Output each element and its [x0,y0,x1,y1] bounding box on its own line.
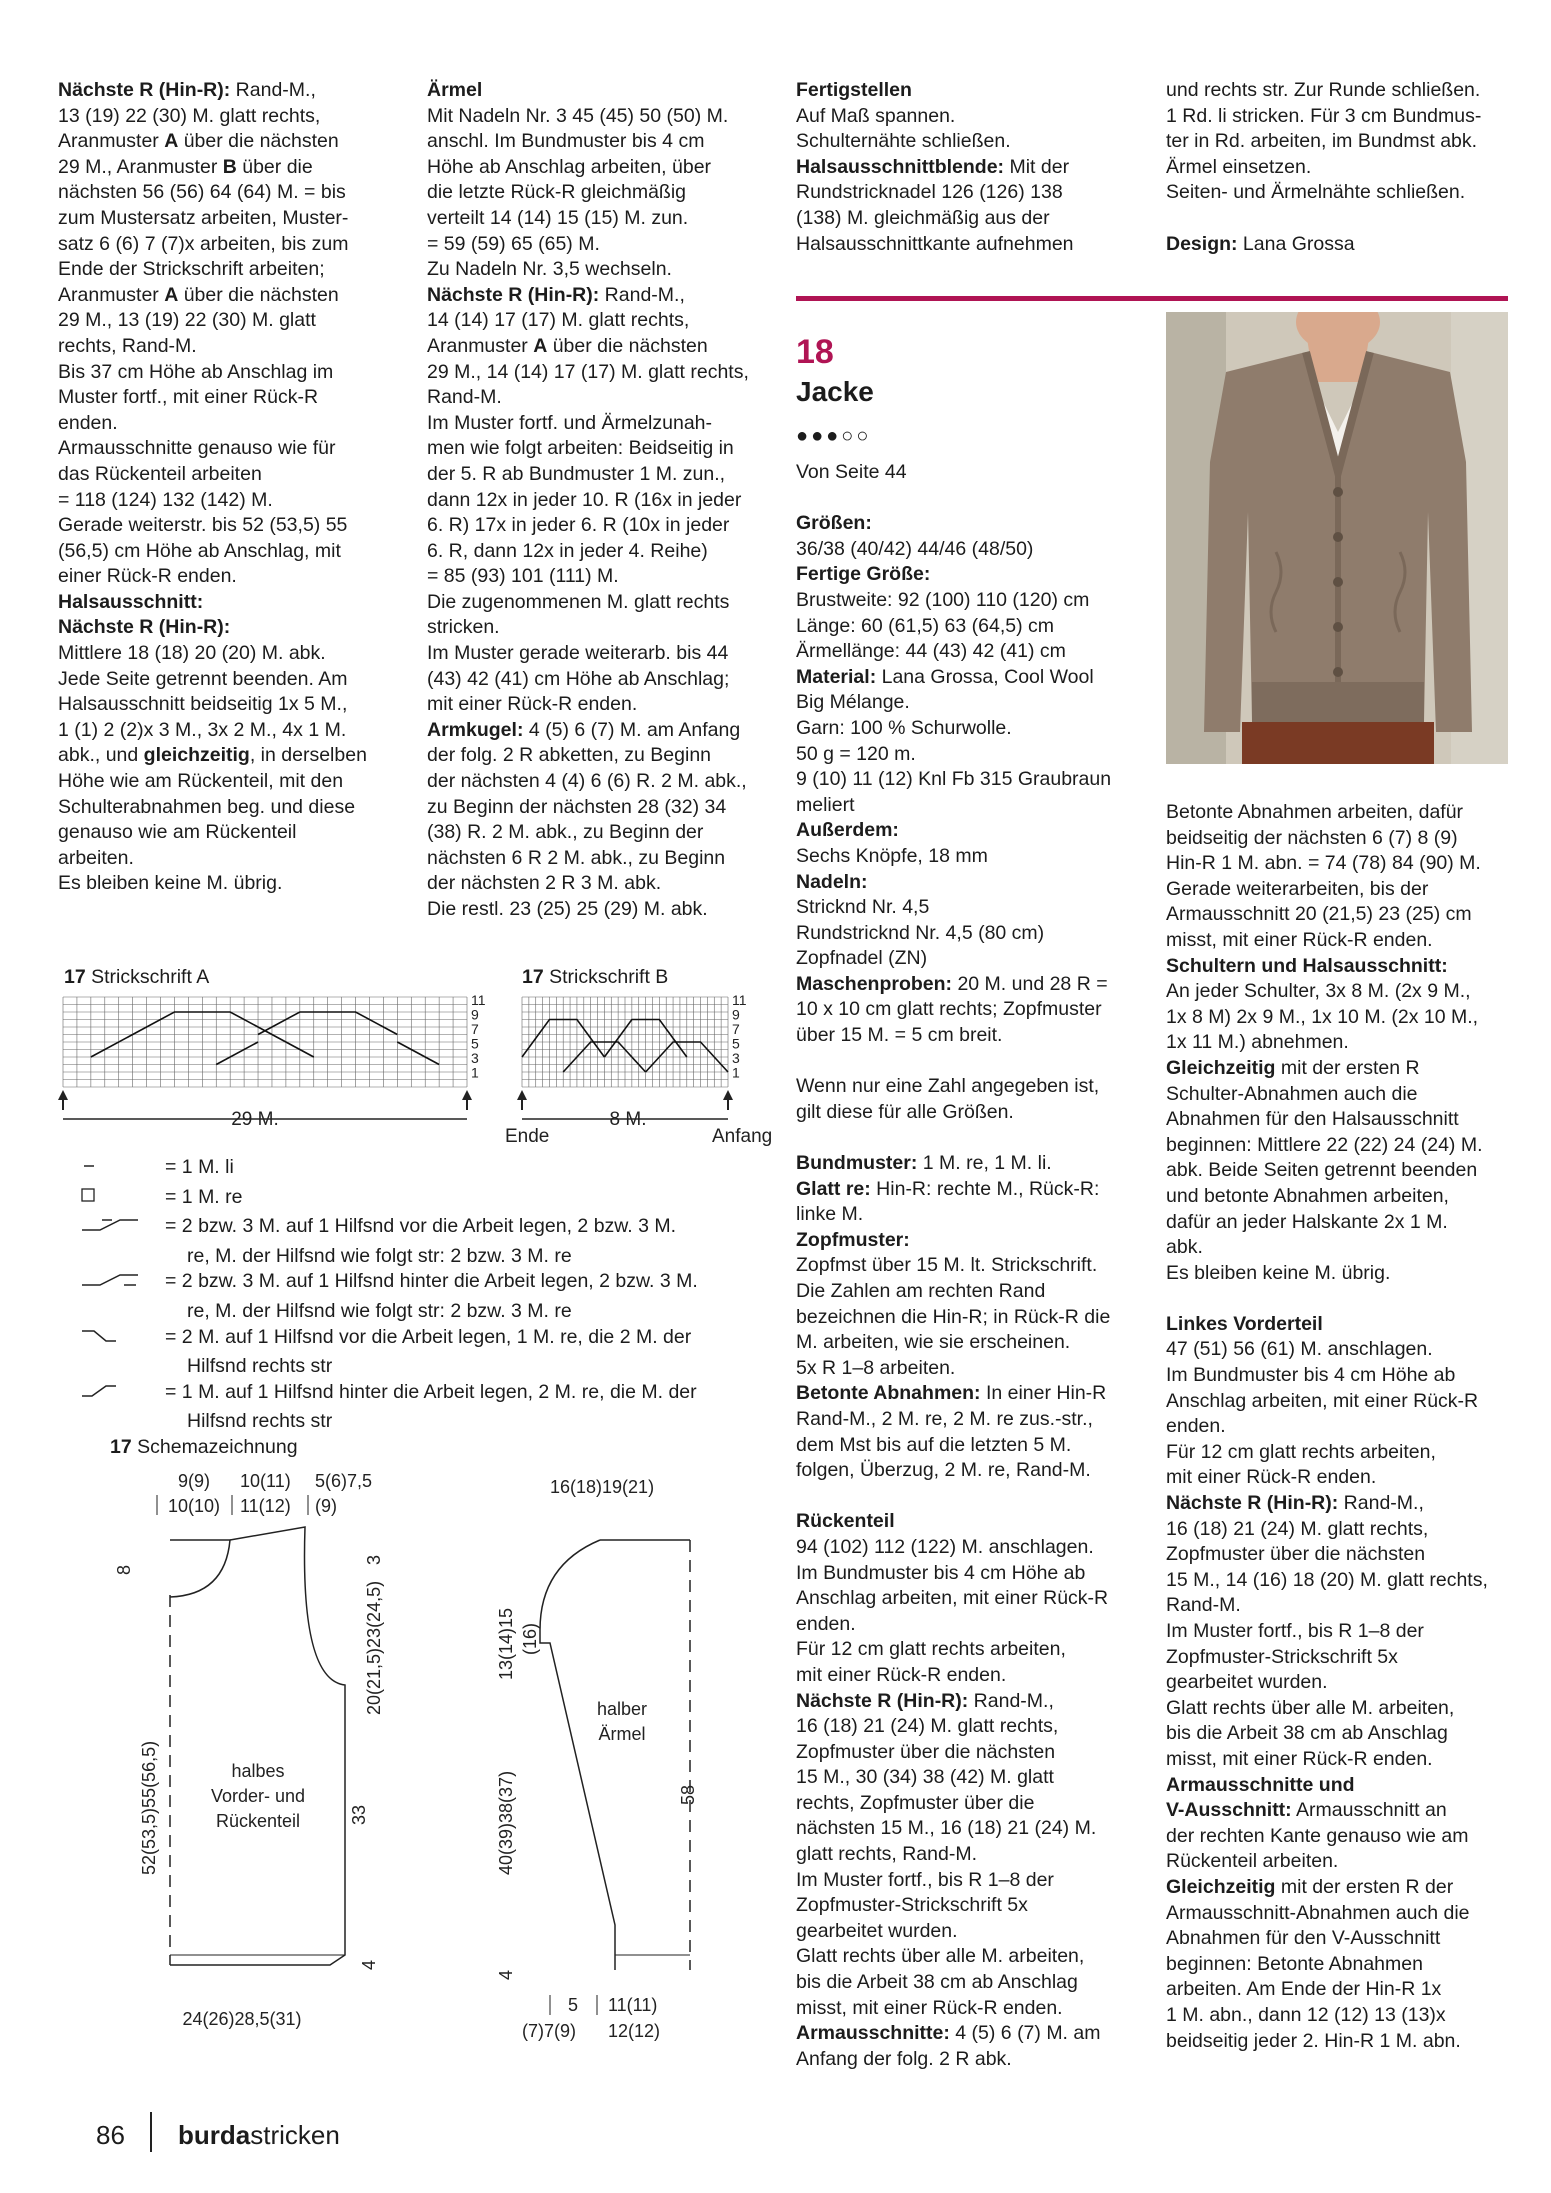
schema-right-4: 4 [359,1959,379,1970]
schema-bottom: 24(26)28,5(31) [182,2009,302,2029]
legend-symbol-icon [80,1185,160,1207]
text-line: Halsausschnittblende: Mit der [796,155,1070,178]
text-line: Armausschnitt-Abnahmen auch die [1166,1901,1470,1924]
schema-cap-1: 13(14)15 [496,1607,516,1680]
text-line: Im Bundmuster bis 4 cm Höhe ab [1166,1364,1456,1387]
schema-body-2: Vorder- und [210,1786,306,1806]
text-line: Im Bundmuster bis 4 cm Höhe ab [796,1561,1086,1584]
text-line: 13 (19) 22 (30) M. glatt rechts, [58,104,321,127]
text-line: Stricknd Nr. 4,5 [796,896,930,919]
legend-row: = 2 bzw. 3 M. auf 1 Hilfsnd vor die Arbeit legen, 2 bzw. 3 M. [80,1214,780,1244]
schema-sleeve-length: 40(39)38(37) [496,1770,516,1875]
text-line: 16 (18) 21 (24) M. glatt rechts, [796,1715,1059,1738]
text-line: Ärmel einsetzen. [1166,155,1312,178]
text-line: Ärmel [427,79,483,101]
text-line: genauso wie am Rückenteil [58,821,297,844]
text-line: misst, mit einer Rück-R enden. [1166,928,1433,951]
text-line: Rundstricknd Nr. 4,5 (80 cm) [796,921,1045,944]
text-line: Zopfnadel (ZN) [796,947,928,970]
pattern-18-details [796,511,1141,2072]
legend-symbol-icon [80,1380,160,1402]
text-line: stricken. [427,616,500,639]
text-line: Material: Lana Grossa, Cool Wool [796,665,1094,688]
text-line: Rand-M. [427,386,502,409]
text-line: Gleichzeitig mit der ersten R der [1166,1875,1454,1898]
text-line: Bundmuster: 1 M. re, 1 M. li. [796,1152,1052,1175]
text-line: Armausschnitte genauso wie für [58,437,336,460]
text-line: Muster fortf., mit einer Rück-R [58,386,319,409]
schema-drawing [100,1465,820,2055]
text-line: Armausschnitt 20 (21,5) 23 (25) cm [1166,903,1472,926]
schema-sleeve-bottom-4: 12(12) [608,2021,661,2041]
text-line: Im Muster fortf., bis R 1–8 der [1166,1620,1424,1642]
text-line: Nächste R (Hin-R): [58,616,231,639]
schema-right-33: 33 [349,1804,369,1825]
text-line: mit einer Rück-R enden. [796,1663,1007,1686]
footer-divider [150,2112,152,2152]
text-line: Glatt rechts über alle M. arbeiten, [796,1945,1085,1968]
row-number: 7 [471,1021,479,1037]
text-line: bezeichnen die Hin-R; in Rück-R die [796,1305,1111,1328]
text-line: gearbeitet wurden. [796,1919,958,1942]
pattern-title: Jacke [796,376,874,407]
instructions-column-2 [427,78,767,923]
text-line: = 118 (124) 132 (142) M. [58,488,273,511]
schema-top-3b: (9) [315,1496,337,1516]
text-line: 36/38 (40/42) 44/46 (48/50) [796,537,1034,560]
text-line: zum Mustersatz arbeiten, Muster- [58,206,349,229]
text-line: Nadeln: [796,870,868,893]
text-line: 1 (1) 2 (2)x 3 M., 3x 2 M., 4x 1 M. [58,718,347,741]
text-line: der nächsten 2 R 3 M. abk. [427,872,662,895]
text-line: 15 M., 30 (34) 38 (42) M. glatt [796,1766,1054,1789]
text-line: 14 (14) 17 (17) M. glatt rechts, [427,309,690,332]
finishing-column-continued [1166,78,1511,257]
text-line: Höhe wie am Rückenteil, mit den [58,770,344,793]
text-line: Im Muster fortf. und Ärmelzunah- [427,411,713,434]
text-line: zu Beginn der nächsten 28 (32) 34 [427,795,727,818]
row-number: 7 [732,1021,740,1037]
row-number: 1 [732,1064,740,1081]
text-line: 1x 11 M.) abnehmen. [1166,1031,1349,1054]
text-line: abk. [1166,1236,1203,1259]
text-line: Gerade weiterstr. bis 52 (53,5) 55 [58,514,348,537]
text-line: Maschenproben: 20 M. und 28 R = [796,972,1108,995]
row-number: 9 [732,1006,740,1023]
text-line: abk. Beide Seiten getrennt beenden [1166,1159,1478,1182]
text-line: = 59 (59) 65 (65) M. [427,232,600,255]
legend-symbol-icon [80,1325,160,1347]
text-line: Es bleiben keine M. übrig. [58,872,283,895]
text-line: Nächste R (Hin-R): Rand-M., [427,283,685,306]
text-line: rechts, Zopfmuster über die [796,1791,1035,1814]
schema-top-3a: 5(6)7,5 [315,1471,373,1491]
chart-b-end: Ende [505,1126,550,1147]
text-line: satz 6 (6) 7 (7)x arbeiten, bis zum [58,232,349,255]
schema-armhole: 20(21,5)23(24,5) [364,1580,384,1715]
chart-a [55,995,495,1155]
schema-cap-2: (16) [520,1622,540,1655]
text-line: Zopfmuster-Strickschrift 5x [1166,1645,1398,1668]
text-line: mit einer Rück-R enden. [427,693,638,716]
text-line: verteilt 14 (14) 15 (15) M. zun. [427,206,689,229]
text-line: gilt diese für alle Größen. [796,1100,1014,1123]
text-line: das Rückenteil arbeiten [58,462,262,485]
text-line: Sechs Knöpfe, 18 mm [796,844,988,867]
text-line: M. arbeiten, wie sie erscheinen. [796,1331,1071,1354]
text-line: Halsausschnitt beidseitig 1x 5 M., [58,693,348,716]
text-line: Armkugel: 4 (5) 6 (7) M. am Anfang [427,718,741,741]
row-number: 5 [732,1035,740,1052]
text-line: (43) 42 (41) cm Höhe ab Anschlag; [427,667,730,690]
text-line: bis die Arbeit 38 cm ab Anschlag [1166,1722,1448,1745]
text-line: Auf Maß spannen. [796,104,956,127]
row-number: 3 [471,1050,479,1066]
text-line: und rechts str. Zur Runde schließen. [1166,79,1481,101]
pattern-number: 18 [796,333,834,371]
text-line: der 5. R ab Bundmuster 1 M. zun., [427,462,726,485]
page-number: 86 [96,2120,125,2150]
text-line: 50 g = 120 m. [796,742,916,765]
schema-sleeve-4: 4 [496,1969,516,1980]
row-number: 1 [471,1064,479,1081]
chart-b-width: 8 M. [609,1109,647,1130]
text-line: der nächsten 4 (4) 6 (6) R. 2 M. abk., [427,770,747,793]
text-line: (38) R. 2 M. abk., zu Beginn der [427,821,704,844]
text-line: Seiten- und Ärmelnähte schließen. [1166,181,1466,204]
text-line: 9 (10) 11 (12) Knl Fb 315 Graubraun [796,768,1112,791]
magazine-brand: burdastricken [178,2120,340,2150]
chart-a-width: 29 M. [231,1109,279,1130]
text-line: Schultern und Halsausschnitt: [1166,954,1448,977]
text-line: Gleichzeitig mit der ersten R [1166,1056,1420,1079]
legend-symbol-icon [80,1269,160,1291]
text-line: 29 M., 14 (14) 17 (17) M. glatt rechts, [427,360,749,383]
text-line: Schulternähte schließen. [796,130,1011,153]
text-line: der rechten Kante genauso wie am [1166,1824,1469,1847]
text-line: Zopfmst über 15 M. lt. Strickschrift. [796,1254,1098,1277]
text-line: Fertige Größe: [796,563,931,586]
text-line: Im Muster fortf., bis R 1–8 der [796,1868,1054,1891]
text-line: Glatt rechts über alle M. arbeiten, [1166,1696,1455,1719]
text-line: Gerade weiterarbeiten, bis der [1166,877,1429,900]
text-line: Die restl. 23 (25) 25 (29) M. abk. [427,898,708,920]
text-line: Zopfmuster über die nächsten [796,1740,1056,1763]
text-line: meliert [796,793,855,816]
text-line: Linkes Vorderteil [1166,1312,1323,1335]
text-line: Rückenteil [796,1510,895,1533]
text-line: enden. [58,411,118,434]
text-line: Außerdem: [796,819,899,842]
legend-row: re, M. der Hilfsnd wie folgt str: 2 bzw. 3 M. re [187,1244,572,1267]
text-line: Betonte Abnahmen arbeiten, dafür [1166,801,1464,823]
pattern-18-column-continued [1166,800,1511,2054]
text-line: Anfang der folg. 2 R abk. [796,2047,1012,2070]
text-line: Für 12 cm glatt rechts arbeiten, [796,1638,1066,1661]
text-line: Wenn nur eine Zahl angegeben ist, [796,1075,1100,1098]
text-line: Es bleiben keine M. übrig. [1166,1261,1391,1284]
text-line: Fertigstellen [796,79,912,101]
text-line: nächsten 56 (56) 64 (64) M. = bis [58,181,346,204]
schema-right-3: 3 [364,1554,384,1565]
legend-row: = 1 M. auf 1 Hilfsnd hinter die Arbeit legen, 2 M. re, die M. der [80,1380,780,1410]
text-line: V-Ausschnitt: Armausschnitt an [1166,1799,1447,1822]
text-line: Nächste R (Hin-R): Rand-M., [796,1689,1054,1712]
text-line: men wie folgt arbeiten: Beidseitig in [427,437,734,460]
text-line: An jeder Schulter, 3x 8 M. (2x 9 M., [1166,980,1471,1003]
text-line: enden. [1166,1415,1226,1438]
text-line: nächsten 6 R 2 M. abk., zu Beginn [427,846,726,869]
text-line: rechts, Rand-M. [58,334,197,357]
text-line: Abnahmen für den V-Ausschnitt [1166,1927,1441,1950]
text-line: glatt rechts, Rand-M. [796,1843,977,1866]
row-number: 3 [732,1050,740,1066]
chart-b-grid [522,997,728,1087]
pattern-18-column [796,332,1141,2072]
text-line: arbeiten. Am Ende der Hin-R 1x [1166,1978,1442,2001]
text-line: Garn: 100 % Schurwolle. [796,716,1012,739]
text-line: Rundstricknadel 126 (126) 138 [796,181,1063,204]
text-line: Ende der Strickschrift arbeiten; [58,258,325,281]
chart-b-title: 17 Strickschrift B [522,966,669,988]
chart-a-row-numbers [471,995,486,1081]
schema-top-1b: 10(10) [168,1496,221,1516]
text-line: Mit Nadeln Nr. 3 45 (45) 50 (50) M. [427,104,729,127]
text-line: bis die Arbeit 38 cm ab Anschlag [796,1971,1078,1994]
text-line: 1 Rd. li stricken. Für 3 cm Bundmus- [1166,104,1482,127]
text-line: Zopfmuster-Strickschrift 5x [796,1894,1028,1917]
text-line: beginnen: Betonte Abnahmen [1166,1952,1423,1975]
text-line: Länge: 60 (61,5) 63 (64,5) cm [796,614,1054,637]
text-line: 15 M., 14 (16) 18 (20) M. glatt rechts, [1166,1568,1488,1591]
text-line: 1 M. abn., dann 12 (12) 13 (13)x [1166,2003,1446,2026]
text-line: Mittlere 18 (18) 20 (20) M. abk. [58,642,326,665]
schema-sleeve-bottom-3: 11(11) [608,1995,658,2015]
text-line: Die zugenommenen M. glatt rechts [427,590,730,613]
difficulty-rating: ●●●○○ [796,425,872,447]
legend-symbol-icon [80,1214,160,1236]
chart-a-grid [63,997,467,1087]
text-line: 29 M., Aranmuster B über die [58,155,313,178]
instructions-column-1 [58,78,388,897]
text-line: abk., und gleichzeitig, in derselben [58,744,367,767]
row-number: 5 [471,1035,479,1052]
text-line: Zu Nadeln Nr. 3,5 wechseln. [427,258,672,281]
legend-symbol-icon [80,1155,160,1177]
chart-b-row-numbers [732,995,747,1081]
text-line: anschl. Im Bundmuster bis 4 cm [427,130,705,153]
chart-a-title: 17 Strickschrift A [64,966,210,988]
text-line: 94 (102) 112 (122) M. anschlagen. [796,1535,1094,1558]
text-line: Armausschnitte und [1166,1773,1355,1796]
schema-top-2a: 10(11) [240,1471,291,1491]
schema-left-length: 52(53,5)55(56,5) [139,1740,159,1875]
text-line: Zopfmuster: [796,1228,910,1251]
text-line: Jede Seite getrennt beenden. Am [58,667,348,690]
chart-b-start: Anfang [712,1126,773,1147]
cardigan-photo [1166,312,1508,764]
text-line: ter in Rd. arbeiten, im Bundmst abk. [1166,130,1478,153]
row-number: 11 [471,995,486,1008]
text-line: und betonte Abnahmen arbeiten, [1166,1184,1449,1207]
text-line: Halsausschnittkante aufnehmen [796,232,1074,255]
schema-half-1: halber [596,1699,648,1719]
text-line: 16 (18) 21 (24) M. glatt rechts, [1166,1517,1429,1540]
text-line: Im Muster gerade weiterarb. bis 44 [427,642,729,665]
text-line: Nächste R (Hin-R): Rand-M., [1166,1492,1424,1515]
text-line: Anschlag arbeiten, mit einer Rück-R [796,1587,1109,1610]
symbol-legend [80,1155,780,1435]
text-line: Abnahmen für den Halsausschnitt [1166,1108,1459,1131]
legend-row: = 1 M. re [80,1185,780,1215]
text-line: einer Rück-R enden. [58,565,237,588]
text-line: misst, mit einer Rück-R enden. [796,1996,1063,2019]
text-line: die letzte Rück-R gleichmäßig [427,181,687,204]
chart-b [500,995,785,1155]
schema-body-3: Rückenteil [215,1811,301,1831]
schema-top-1a: 9(9) [178,1471,211,1491]
text-line: Halsausschnitt: [58,590,204,613]
row-number: 11 [732,995,747,1008]
text-line: der folg. 2 R abketten, zu Beginn [427,744,712,767]
schema-half-2: Ärmel [598,1724,646,1744]
text-line: Brustweite: 92 (100) 110 (120) cm [796,588,1090,611]
section-divider [796,296,1508,301]
text-line: dem Mst bis auf die letzten 5 M. [796,1433,1072,1456]
legend-row: = 2 bzw. 3 M. auf 1 Hilfsnd hinter die Arbeit legen, 2 bzw. 3 M. [80,1269,780,1299]
text-line: Zopfmuster über die nächsten [1166,1543,1426,1566]
legend-row: = 2 M. auf 1 Hilfsnd vor die Arbeit legen, 1 M. re, die 2 M. der [80,1325,780,1355]
text-line: Schulterabnahmen beg. und diese [58,795,356,818]
text-line: = 85 (93) 101 (111) M. [427,565,619,588]
text-line: gearbeitet wurden. [1166,1671,1328,1694]
text-line: Höhe ab Anschlag arbeiten, über [427,155,712,178]
text-line: 47 (51) 56 (61) M. anschlagen. [1166,1338,1433,1361]
text-line: Für 12 cm glatt rechts arbeiten, [1166,1440,1436,1463]
text-line: 1x 8 M) 2x 9 M., 1x 10 M. (2x 10 M., [1166,1005,1479,1028]
schema-sleeve-top: 16(18)19(21) [550,1477,655,1497]
schema-sleeve-bottom-2: (7)7(9) [522,2021,577,2041]
text-line: beidseitig der nächsten 6 (7) 8 (9) [1166,826,1458,849]
row-number: 9 [471,1006,479,1023]
schema-left-8: 8 [114,1564,134,1575]
text-line: 10 x 10 cm glatt rechts; Zopfmuster [796,998,1102,1021]
text-line: linke M. [796,1203,864,1226]
text-line: Bis 37 cm Höhe ab Anschlag im [58,360,334,383]
schema-title: 17 Schemazeichnung [110,1436,298,1458]
text-line: Rückenteil arbeiten. [1166,1850,1339,1873]
text-line: misst, mit einer Rück-R enden. [1166,1747,1433,1770]
text-line: Anschlag arbeiten, mit einer Rück-R [1166,1389,1479,1412]
schema-sleeve-58: 58 [678,1784,698,1805]
text-line: dann 12x in jeder 10. R (16x in jeder [427,488,742,511]
text-line: Design: Lana Grossa [1166,232,1355,255]
text-line: 29 M., 13 (19) 22 (30) M. glatt [58,309,316,332]
text-line: dafür an jeder Halskante 2x 1 M. [1166,1210,1448,1233]
schema-body-1: halbes [231,1761,285,1781]
text-line: Rand-M., 2 M. re, 2 M. re zus.-str., [796,1407,1093,1430]
schema-top-2b: 11(12) [240,1496,291,1516]
legend-row: = 1 M. li [80,1155,780,1185]
text-line: mit einer Rück-R enden. [1166,1466,1377,1489]
text-line: 6. R) 17x in jeder 6. R (10x in jeder [427,514,730,537]
text-line: beidseitig jeder 2. Hin-R 1 M. abn. [1166,2029,1461,2052]
text-line: folgen, Überzug, 2 M. re, Rand-M. [796,1459,1091,1482]
text-line: Big Mélange. [796,691,910,714]
text-line: Schulter-Abnahmen auch die [1166,1082,1418,1105]
text-line: beginnen: Mittlere 22 (22) 24 (24) M. [1166,1133,1483,1156]
text-line: Armausschnitte: 4 (5) 6 (7) M. am [796,2022,1101,2045]
text-line: Größen: [796,512,872,535]
cardigan-illustration [1166,312,1508,764]
text-line: Betonte Abnahmen: In einer Hin-R [796,1382,1107,1405]
text-line: Glatt re: Hin-R: rechte M., Rück-R: [796,1177,1100,1200]
text-line: Aranmuster A über die nächsten [58,283,339,306]
text-line: Aranmuster A über die nächsten [58,130,339,153]
legend-row: re, M. der Hilfsnd wie folgt str: 2 bzw. 3 M. re [187,1299,572,1322]
text-line: Die Zahlen am rechten Rand [796,1280,1046,1302]
text-line: Aranmuster A über die nächsten [427,334,708,357]
text-line: Hin-R 1 M. abn. = 74 (78) 84 (90) M. [1166,852,1481,875]
text-line: (56,5) cm Höhe ab Anschlag, mit [58,539,341,562]
text-line: Rand-M. [1166,1594,1241,1617]
schema-sleeve-bottom-1: 5 [568,1995,579,2015]
finishing-column [796,78,1141,257]
text-line: 6. R, dann 12x in jeder 4. Reihe) [427,539,708,562]
text-line: enden. [796,1612,856,1635]
from-page: Von Seite 44 [796,461,907,483]
text-line: (138) M. gleichmäßig aus der [796,206,1050,229]
text-line: nächsten 15 M., 16 (18) 21 (24) M. [796,1817,1097,1840]
text-line: über 15 M. = 5 cm breit. [796,1024,1003,1047]
text-line: arbeiten. [58,846,134,869]
text-line: 5x R 1–8 arbeiten. [796,1356,956,1379]
legend-row: Hilfsnd rechts str [187,1410,333,1433]
text-line: Nächste R (Hin-R): Rand-M., [58,79,316,101]
text-line: Ärmellänge: 44 (43) 42 (41) cm [796,640,1066,663]
legend-row: Hilfsnd rechts str [187,1355,333,1378]
